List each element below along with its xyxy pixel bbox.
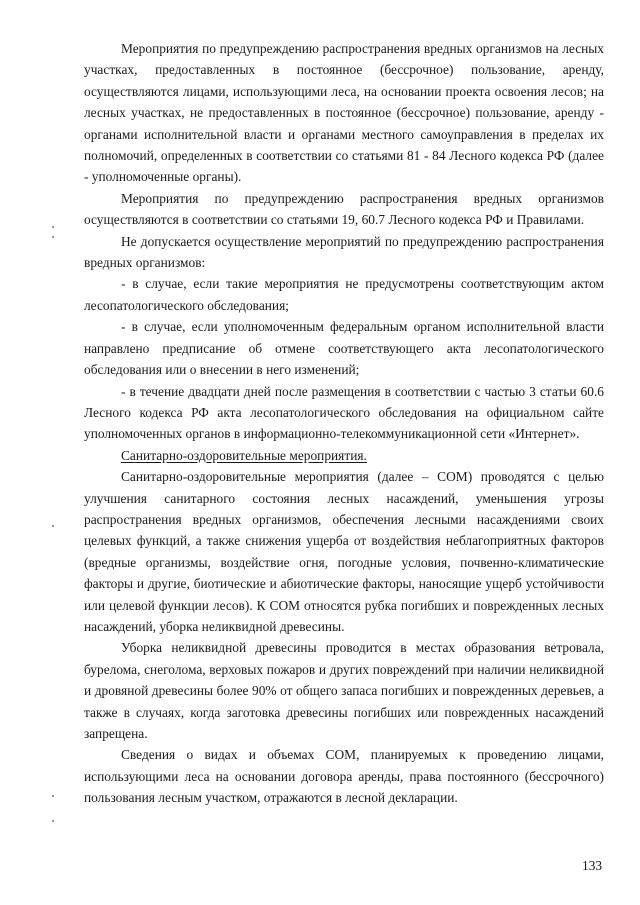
paragraph-som-definition: Санитарно-оздоровительные мероприятия (далее – СОМ) проводятся с целью улучшения санитарного состояния лесных насаждений, уменьшения угрозы распространения вредных организмов, обеспечения лесными насаждениями своих целевых функций, а также снижения ущерба от воздействия неблагоприятных факторов (вредные организмы, воздействие огня, погодные условия, почвенно-климатические факторы и другие, биотические и абиотические факторы, наносящие ущерб устойчивости или целевой функции лесов). К СОМ относятся рубка погибших и поврежденных лесных насаждений, уборка неликвидной древесины. bbox=[84, 469, 604, 634]
list-item-twenty-days: - в течение двадцати дней после размещения в соответствии с частью 3 статьи 60.6 Лесного кодекса РФ акта лесопатологического обследования на официальном сайте уполномоченных органов в информационно-телекоммуникационной сети «Интернет». bbox=[84, 383, 604, 442]
scan-speck bbox=[52, 236, 54, 238]
scan-speck bbox=[52, 525, 54, 527]
scan-speck bbox=[52, 820, 54, 822]
section-heading-text: Санитарно-оздоровительные мероприятия. bbox=[121, 447, 367, 463]
paragraph-prevention-legal-basis: Мероприятия по предупреждению распространения вредных организмов осуществляются в соответствии со статьями 19, 60.7 Лесного кодекса РФ и Правилами. bbox=[84, 190, 604, 228]
paragraph-prohibition-intro: Не допускается осуществление мероприятий по предупреждению распространения вредных организмов: bbox=[84, 233, 604, 271]
section-heading bbox=[84, 445, 604, 466]
scan-speck bbox=[52, 795, 54, 797]
list-item-not-provided: - в случае, если такие мероприятия не предусмотрены соответствующим актом лесопатологического обследования; bbox=[84, 276, 604, 313]
paragraph-som-declaration: Сведения о видах и объемах СОМ, планируемых к проведению лицами, использующими леса на основании договора аренды, права постоянного (бессрочного) пользования лесным участком, отражаются в лесной декларации. bbox=[84, 747, 604, 806]
paragraph-deadwood-removal: Уборка неликвидной древесины проводится в местах образования ветровала, бурелома, снеголома, верховых пожаров и других повреждений при наличии неликвидной и дровяной древесины более 90% от общего запаса погибших и поврежденных деревьев, а также в случаях, когда заготовка древесины погибших или поврежденных насаждений запрещена. bbox=[84, 640, 604, 741]
list-item-cancellation-order: - в случае, если уполномоченным федеральным органом исполнительной власти направлено предписание об отмене соответствующего акта лесопатологического обследования или о внесении в него изменений; bbox=[84, 319, 604, 378]
scan-speck bbox=[52, 226, 54, 228]
document-body bbox=[84, 38, 604, 809]
paragraph-prevention-responsibility: Мероприятия по предупреждению распространения вредных организмов на лесных участках, предоставленных в постоянное (бессрочное) пользование, аренду, осуществляются лицами, использующими леса, на основании проекта освоения лесов; на лесных участках, не предоставленных в постоянное (бессрочное) пользование, аренду - органами исполнительной власти и органами местного самоуправления в пределах их полномочий, определенных в соответствии со статьями 81 - 84 Лесного кодекса РФ (далее - уполномоченные органы). bbox=[84, 41, 604, 185]
page-number: 133 bbox=[582, 858, 603, 873]
